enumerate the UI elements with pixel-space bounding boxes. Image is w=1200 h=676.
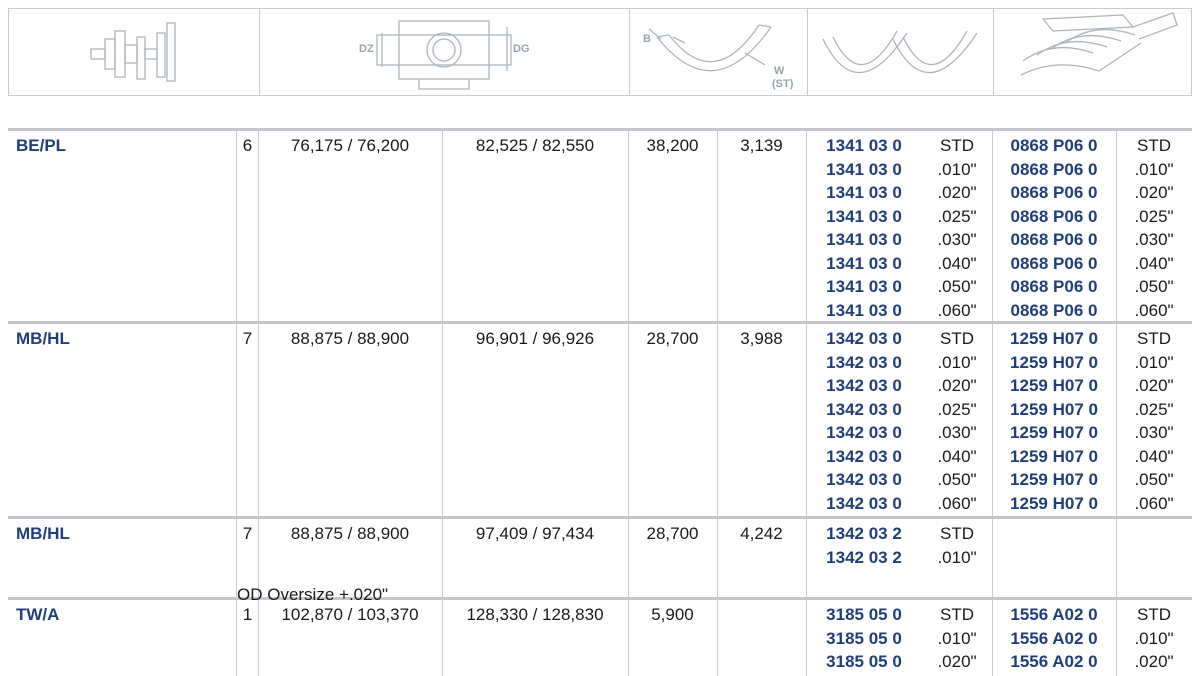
header-icon-strip xyxy=(8,8,1192,96)
row-dz: 76,175 / 76,200 xyxy=(290,136,410,155)
size-main: STD xyxy=(1137,605,1171,624)
column-divider xyxy=(628,128,629,676)
row-divider xyxy=(8,516,1192,519)
crankshaft-cell xyxy=(9,9,260,95)
part-number-connecting-rod: 1341 03 0 xyxy=(826,206,902,226)
bearing-shell-cell xyxy=(629,9,808,95)
part-number-main: 0868 P06 0 xyxy=(1010,136,1098,155)
size-main: .025" xyxy=(1134,206,1174,226)
row-count: 1 xyxy=(242,605,253,624)
size-connecting-rod: .050" xyxy=(937,470,977,489)
row-dz: 88,875 / 88,900 xyxy=(290,524,410,543)
row-type: MB/HL xyxy=(16,524,70,543)
part-number-connecting-rod: 1342 03 0 xyxy=(826,493,902,513)
size-main: .025" xyxy=(1134,399,1174,419)
size-connecting-rod: .010" xyxy=(937,628,977,648)
column-divider xyxy=(717,128,718,676)
size-connecting-rod: .020" xyxy=(937,376,977,395)
part-number-connecting-rod: 1342 03 2 xyxy=(826,524,902,543)
part-number-main: 0868 P06 0 xyxy=(1010,277,1098,296)
row-type: TW/A xyxy=(16,605,60,624)
size-main: .020" xyxy=(1134,183,1174,202)
row-count: 7 xyxy=(242,329,253,348)
size-connecting-rod: STD xyxy=(940,329,974,348)
row-dg: 97,409 / 97,434 xyxy=(475,524,595,543)
size-main: .010" xyxy=(1134,628,1174,648)
part-number-main: 1556 A02 0 xyxy=(1010,652,1098,671)
size-connecting-rod: .030" xyxy=(937,423,977,442)
engine-block-bearings-icon xyxy=(993,9,1191,95)
size-connecting-rod: .040" xyxy=(937,253,977,273)
part-number-main: 1259 H07 0 xyxy=(1010,399,1098,419)
row-w: 3,139 xyxy=(740,136,783,155)
part-number-main: 1556 A02 0 xyxy=(1010,628,1098,648)
row-w: 3,988 xyxy=(740,329,783,348)
part-number-connecting-rod: 1342 03 0 xyxy=(826,470,902,489)
row-b: 5,900 xyxy=(651,605,694,624)
part-number-main: 0868 P06 0 xyxy=(1010,253,1098,273)
size-connecting-rod: STD xyxy=(940,605,974,624)
size-main: .050" xyxy=(1134,277,1174,296)
part-number-main: 1259 H07 0 xyxy=(1010,423,1098,442)
size-connecting-rod: .030" xyxy=(937,230,977,249)
bearing-housing-icon xyxy=(259,9,629,95)
part-number-connecting-rod: 1341 03 0 xyxy=(826,277,902,296)
size-connecting-rod: .010" xyxy=(937,547,977,567)
size-connecting-rod: .050" xyxy=(937,277,977,296)
row-divider xyxy=(8,597,1192,600)
bearing-shells-pair-icon xyxy=(807,9,993,95)
w-label: W xyxy=(774,65,785,77)
size-connecting-rod: .025" xyxy=(937,206,977,226)
part-number-connecting-rod: 1342 03 2 xyxy=(826,547,902,567)
size-connecting-rod: .060" xyxy=(937,493,977,513)
part-number-connecting-rod: 1341 03 0 xyxy=(826,159,902,179)
part-number-main: 1259 H07 0 xyxy=(1010,376,1098,395)
part-number-connecting-rod: 1341 03 0 xyxy=(826,183,902,202)
row-type: BE/PL xyxy=(16,136,67,155)
part-number-connecting-rod: 1341 03 0 xyxy=(826,136,902,155)
part-number-connecting-rod: 1342 03 0 xyxy=(826,376,902,395)
part-number-main: 1259 H07 0 xyxy=(1010,470,1098,489)
row-count: 7 xyxy=(242,524,253,543)
part-number-connecting-rod: 3185 05 0 xyxy=(826,652,902,671)
size-connecting-rod: .010" xyxy=(937,159,977,179)
part-number-connecting-rod: 1342 03 0 xyxy=(826,446,902,466)
size-main: STD xyxy=(1137,136,1171,155)
size-main: .040" xyxy=(1134,446,1174,466)
part-number-connecting-rod: 1342 03 0 xyxy=(826,352,902,372)
part-number-main: 1259 H07 0 xyxy=(1010,493,1098,513)
dz-label: DZ xyxy=(359,43,374,55)
row-dz: 102,870 / 103,370 xyxy=(281,605,419,624)
row-b: 28,700 xyxy=(646,524,699,543)
bearing-spec-table xyxy=(8,128,1192,676)
size-main: .060" xyxy=(1134,493,1174,513)
part-number-main: 1556 A02 0 xyxy=(1010,605,1098,624)
part-number-main: 1259 H07 0 xyxy=(1010,352,1098,372)
size-main: .020" xyxy=(1134,376,1174,395)
row-b: 38,200 xyxy=(646,136,699,155)
part-number-connecting-rod: 1342 03 0 xyxy=(826,399,902,419)
st-label: (ST) xyxy=(772,78,794,90)
bearing-shells-pair-cell xyxy=(807,9,994,95)
size-connecting-rod: .060" xyxy=(937,300,977,320)
size-connecting-rod: .025" xyxy=(937,399,977,419)
size-connecting-rod: .020" xyxy=(937,652,977,671)
part-number-connecting-rod: 1342 03 0 xyxy=(826,423,902,442)
row-count: 6 xyxy=(242,136,253,155)
size-main: .040" xyxy=(1134,253,1174,273)
size-connecting-rod: STD xyxy=(940,524,974,543)
engine-block-bearings-cell xyxy=(993,9,1191,95)
part-number-connecting-rod: 1341 03 0 xyxy=(826,230,902,249)
row-dz: 88,875 / 88,900 xyxy=(290,329,410,348)
size-connecting-rod: .010" xyxy=(937,352,977,372)
dg-label: DG xyxy=(513,43,530,55)
part-number-main: 0868 P06 0 xyxy=(1010,183,1098,202)
size-main: .010" xyxy=(1134,352,1174,372)
part-number-main: 0868 P06 0 xyxy=(1010,206,1098,226)
size-main: STD xyxy=(1137,329,1171,348)
row-dg: 82,525 / 82,550 xyxy=(475,136,595,155)
size-main: .050" xyxy=(1134,470,1174,489)
crankshaft-icon xyxy=(9,9,259,95)
size-main: .030" xyxy=(1134,423,1174,442)
size-main: .020" xyxy=(1134,652,1174,671)
size-connecting-rod: STD xyxy=(940,136,974,155)
part-number-connecting-rod: 1341 03 0 xyxy=(826,300,902,320)
column-divider xyxy=(442,128,443,676)
size-main: .060" xyxy=(1134,300,1174,320)
row-note: OD Oversize +.020" xyxy=(237,585,389,604)
part-number-connecting-rod: 3185 05 0 xyxy=(826,628,902,648)
row-type: MB/HL xyxy=(16,329,70,348)
row-dg: 96,901 / 96,926 xyxy=(475,329,595,348)
part-number-main: 1259 H07 0 xyxy=(1010,446,1098,466)
part-number-main: 1259 H07 0 xyxy=(1010,329,1098,348)
size-main: .010" xyxy=(1134,159,1174,179)
size-connecting-rod: .020" xyxy=(937,183,977,202)
part-number-connecting-rod: 1341 03 0 xyxy=(826,253,902,273)
row-dg: 128,330 / 128,830 xyxy=(466,605,604,624)
row-w: 4,242 xyxy=(740,524,783,543)
row-divider xyxy=(8,128,1192,131)
part-number-connecting-rod: 3185 05 0 xyxy=(826,605,902,624)
part-number-main: 0868 P06 0 xyxy=(1010,230,1098,249)
part-number-main: 0868 P06 0 xyxy=(1010,300,1098,320)
bearing-housing-cell xyxy=(259,9,630,95)
size-main: .030" xyxy=(1134,230,1174,249)
b-label: B xyxy=(643,33,651,45)
row-b: 28,700 xyxy=(646,329,699,348)
size-connecting-rod: .040" xyxy=(937,446,977,466)
part-number-connecting-rod: 1342 03 0 xyxy=(826,329,902,348)
part-number-main: 0868 P06 0 xyxy=(1010,159,1098,179)
